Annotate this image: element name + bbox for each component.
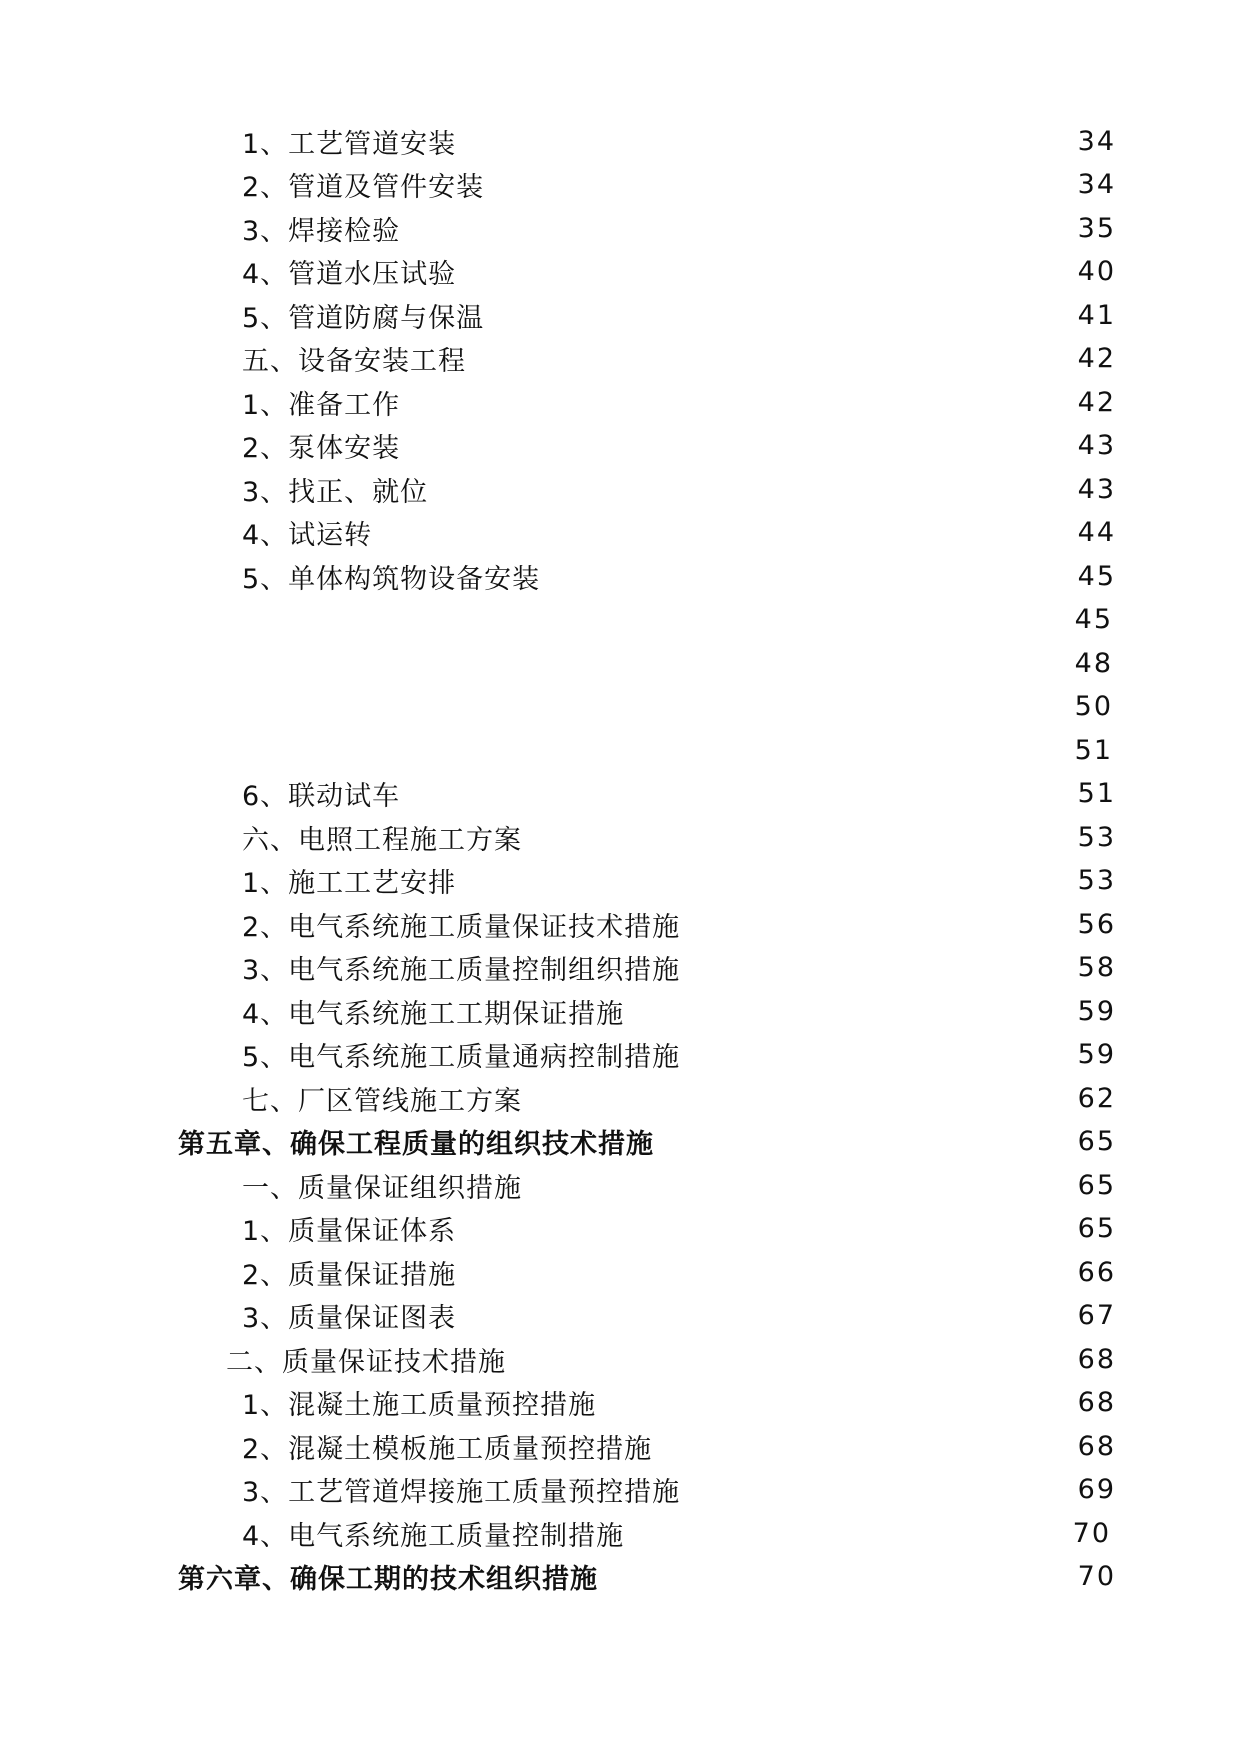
toc-page-number: 65 [1077, 1169, 1116, 1201]
toc-dot-leader [402, 773, 1075, 813]
toc-entry-title: 4、试运转 [242, 519, 373, 551]
toc-page-number: 70 [1077, 1560, 1116, 1592]
toc-entry-title: 五、设备安装工程 [242, 345, 466, 377]
toc-entry [242, 904, 1116, 944]
toc-page-number: 66 [1077, 1256, 1116, 1288]
toc-dot-leader [600, 1556, 1076, 1596]
toc-dot-leader [244, 643, 1073, 683]
toc-dot-leader [244, 730, 1073, 770]
toc-entry-title: 3、电气系统施工质量控制组织措施 [242, 954, 681, 986]
toc-entry [242, 1208, 1116, 1248]
toc-entry [242, 1382, 1116, 1422]
toc-dot-leader [626, 991, 1075, 1031]
toc-dot-leader [402, 382, 1075, 422]
toc-page-number: 44 [1077, 516, 1116, 548]
toc-entry [242, 338, 1116, 378]
toc-entry [242, 164, 1116, 204]
toc-dot-leader [458, 1208, 1075, 1248]
toc-entry [242, 469, 1116, 509]
toc-entry [242, 382, 1116, 422]
toc-dot-leader [682, 1469, 1075, 1509]
toc-dot-leader [458, 1295, 1075, 1335]
toc-page-number: 48 [1074, 647, 1113, 679]
toc-page-number: 56 [1077, 908, 1116, 940]
toc-entry [242, 1469, 1116, 1509]
toc-entry [242, 643, 1113, 683]
toc-entry-title: 2、混凝土模板施工质量预控措施 [242, 1433, 653, 1465]
toc-page-number: 41 [1077, 299, 1116, 331]
toc-page-number: 59 [1077, 995, 1116, 1027]
toc-entry-title: 4、电气系统施工工期保证措施 [242, 998, 625, 1030]
toc-dot-leader [244, 686, 1073, 726]
toc-page-number: 68 [1077, 1343, 1116, 1375]
toc-entry-title: 3、工艺管道焊接施工质量预控措施 [242, 1476, 681, 1508]
toc-entry-title: 第五章、确保工程质量的组织技术措施 [178, 1128, 654, 1160]
toc-page-number: 40 [1077, 255, 1116, 287]
toc-entry [226, 1339, 1116, 1379]
toc-entry-title: 5、单体构筑物设备安装 [242, 563, 541, 595]
toc-entry [242, 773, 1116, 813]
toc-entry-title: 1、工艺管道安装 [242, 128, 457, 160]
toc-dot-leader [626, 1513, 1070, 1553]
toc-page-number: 58 [1077, 951, 1116, 983]
toc-entry-title: 六、电照工程施工方案 [242, 824, 522, 856]
toc-entry [242, 295, 1116, 335]
toc-entry-title: 1、准备工作 [242, 389, 401, 421]
toc-chapter-entry [178, 1121, 1116, 1161]
toc-page-number: 69 [1077, 1473, 1116, 1505]
toc-entry-title: 1、质量保证体系 [242, 1215, 457, 1247]
toc-entry-title: 4、电气系统施工质量控制措施 [242, 1520, 625, 1552]
toc-entry-title: 1、施工工艺安排 [242, 867, 457, 899]
toc-entry [242, 251, 1116, 291]
toc-entry-title: 5、电气系统施工质量通病控制措施 [242, 1041, 681, 1073]
toc-entry-title: 2、泵体安装 [242, 432, 401, 464]
toc-page-number: 65 [1077, 1125, 1116, 1157]
toc-page-number: 43 [1077, 429, 1116, 461]
toc-entry [242, 817, 1116, 857]
toc-dot-leader [654, 1426, 1075, 1466]
toc-page-number: 65 [1077, 1212, 1116, 1244]
toc-entry [242, 1252, 1116, 1292]
toc-chapter-entry [178, 1556, 1116, 1596]
toc-page-number: 51 [1074, 734, 1113, 766]
toc-entry [178, 599, 1113, 639]
toc-entry [242, 686, 1113, 726]
toc-dot-leader [458, 860, 1075, 900]
toc-entry-title: 5、管道防腐与保温 [242, 302, 485, 334]
toc-dot-leader [458, 1252, 1075, 1292]
toc-entry [242, 121, 1116, 161]
toc-entry-title: 第六章、确保工期的技术组织措施 [178, 1563, 598, 1595]
toc-page-number: 50 [1074, 690, 1113, 722]
toc-dot-leader [458, 251, 1075, 291]
toc-dot-leader [524, 1165, 1076, 1205]
toc-page-number: 68 [1077, 1430, 1116, 1462]
toc-page-number: 53 [1077, 864, 1116, 896]
toc-entry-title: 一、质量保证组织措施 [242, 1172, 522, 1204]
toc-entry-title: 2、电气系统施工质量保证技术措施 [242, 911, 681, 943]
toc-entry-title: 二、质量保证技术措施 [226, 1346, 506, 1378]
toc-entry-title: 3、找正、就位 [242, 476, 429, 508]
toc-entry-title: 6、联动试车 [242, 780, 401, 812]
toc-dot-leader [524, 1078, 1076, 1118]
toc-page-number: 62 [1077, 1082, 1116, 1114]
toc-page-number: 67 [1077, 1299, 1116, 1331]
toc-entry-title: 3、质量保证图表 [242, 1302, 457, 1334]
toc-dot-leader [402, 425, 1075, 465]
toc-page-number: 42 [1077, 386, 1116, 418]
toc-dot-leader [486, 164, 1075, 204]
toc-dot-leader [486, 295, 1075, 335]
toc-entry-title: 1、混凝土施工质量预控措施 [242, 1389, 597, 1421]
toc-page-number: 35 [1077, 212, 1116, 244]
toc-entry [242, 512, 1116, 552]
toc-entry-title: 2、管道及管件安装 [242, 171, 485, 203]
toc-dot-leader [180, 599, 1073, 639]
toc-page-number: 68 [1077, 1386, 1116, 1418]
toc-entry [242, 1078, 1116, 1118]
toc-dot-leader [524, 817, 1076, 857]
toc-entry [242, 730, 1113, 770]
toc-entry [242, 425, 1116, 465]
toc-page-number: 42 [1077, 342, 1116, 374]
toc-page-number: 34 [1077, 168, 1116, 200]
toc-dot-leader [374, 512, 1075, 552]
toc-entry-title: 3、焊接检验 [242, 215, 401, 247]
toc-page-number: 51 [1077, 777, 1116, 809]
toc-entry-title: 2、质量保证措施 [242, 1259, 457, 1291]
toc-entry [242, 947, 1116, 987]
toc-dot-leader [682, 947, 1075, 987]
toc-dot-leader [468, 338, 1076, 378]
toc-entry [242, 1165, 1116, 1205]
toc-page-number: 45 [1077, 560, 1116, 592]
toc-dot-leader [682, 904, 1075, 944]
toc-dot-leader [656, 1121, 1076, 1161]
toc-page-number: 34 [1077, 125, 1116, 157]
toc-entry [242, 556, 1116, 596]
toc-dot-leader [508, 1339, 1076, 1379]
toc-entry [242, 208, 1116, 248]
toc-page-number: 53 [1077, 821, 1116, 853]
toc-page-number: 45 [1074, 603, 1113, 635]
toc-dot-leader [598, 1382, 1075, 1422]
toc-entry [242, 1513, 1111, 1553]
toc-entry-title: 七、厂区管线施工方案 [242, 1085, 522, 1117]
toc-page-number: 59 [1077, 1038, 1116, 1070]
toc-dot-leader [402, 208, 1075, 248]
toc-entry [242, 1034, 1116, 1074]
toc-dot-leader [430, 469, 1075, 509]
toc-entry [242, 991, 1116, 1031]
toc-entry [242, 1426, 1116, 1466]
toc-dot-leader [542, 556, 1075, 596]
toc-dot-leader [458, 121, 1075, 161]
toc-entry-title: 4、管道水压试验 [242, 258, 457, 290]
toc-page-number: 70 [1072, 1517, 1111, 1549]
toc-page-number: 43 [1077, 473, 1116, 505]
toc-entry [242, 860, 1116, 900]
toc-entry [242, 1295, 1116, 1335]
toc-dot-leader [682, 1034, 1075, 1074]
